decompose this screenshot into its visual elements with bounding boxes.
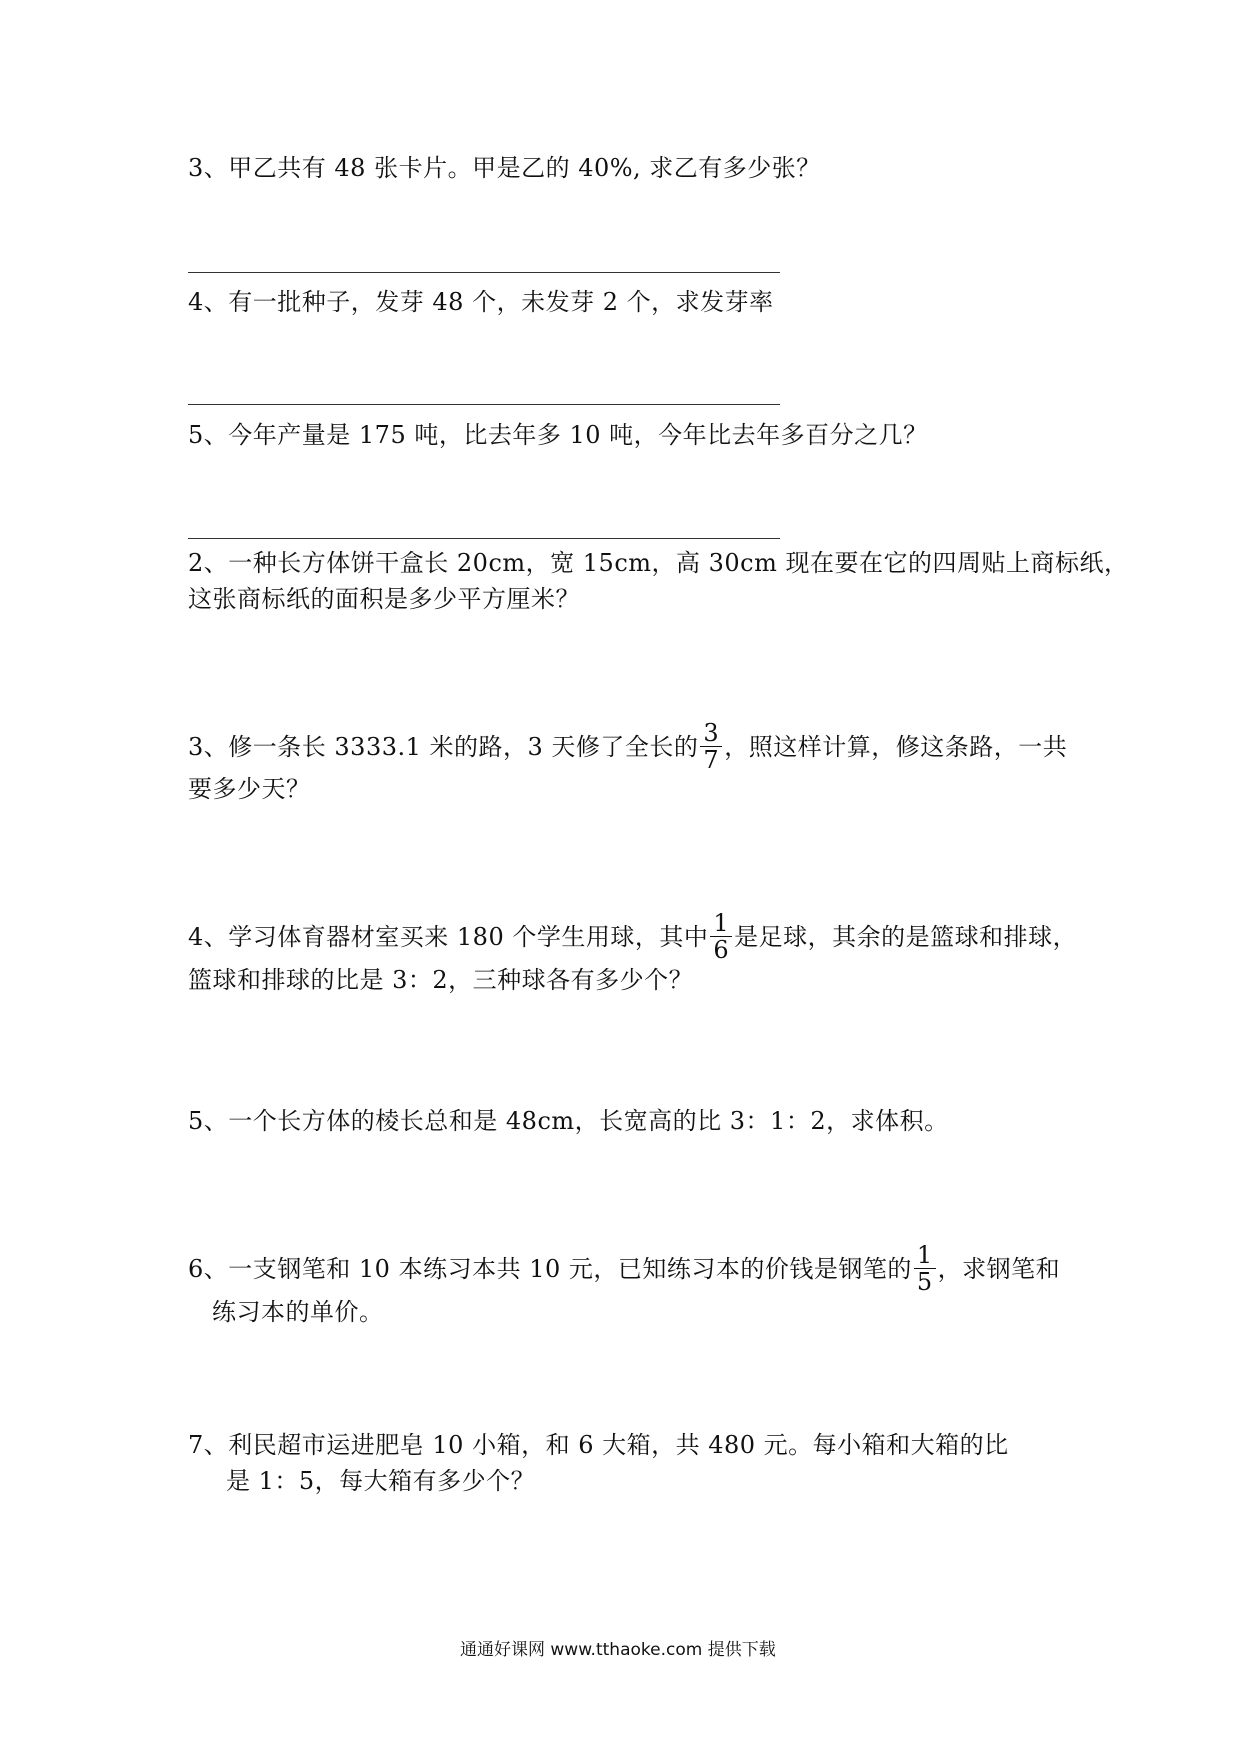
question-4-balls — [188, 909, 1078, 965]
question-number: 3、 — [188, 154, 229, 182]
question-2-line2 — [188, 584, 580, 614]
question-text: 一支钢笔和 10 本练习本共 10 元，已知练习本的价钱是钢笔的 — [228, 1255, 912, 1283]
fraction-denominator: 6 — [713, 936, 730, 964]
answer-line — [188, 538, 780, 539]
question-text: 是 1：5，每大箱有多少个？ — [226, 1467, 536, 1495]
question-3-line2 — [188, 774, 311, 804]
question-number: 6、 — [188, 1255, 229, 1283]
fraction-denominator: 7 — [703, 746, 720, 774]
answer-line — [188, 272, 780, 273]
question-7-soap — [188, 1430, 1009, 1460]
fraction — [700, 720, 722, 773]
question-number: 4、 — [188, 288, 229, 316]
question-number: 5、 — [188, 421, 229, 449]
fraction-numerator: 3 — [700, 720, 722, 747]
footer-source: 通通好课网 www.tthaoke.com 提供下载 — [460, 1640, 776, 1660]
question-text: 学习体育器材室买来 180 个学生用球，其中 — [228, 923, 709, 951]
question-6-line2 — [212, 1297, 384, 1327]
question-text: 利民超市运进肥皂 10 小箱，和 6 大箱，共 480 元。每小箱和大箱的比 — [228, 1431, 1009, 1459]
fraction — [914, 1242, 936, 1295]
question-text: 修一条长 3333.1 米的路，3 天修了全长的 — [228, 733, 699, 761]
question-5-cuboid-volume — [188, 1106, 949, 1136]
question-text: 要多少天？ — [188, 775, 311, 803]
question-number: 2、 — [188, 549, 229, 577]
question-4-line2 — [188, 965, 693, 995]
question-text: ，求钢笔和 — [937, 1255, 1061, 1283]
question-number: 7、 — [188, 1431, 229, 1459]
question-text: 一个长方体的棱长总和是 48cm，长宽高的比 3：1：2，求体积。 — [228, 1107, 949, 1135]
question-number: 5、 — [188, 1107, 229, 1135]
question-number: 3、 — [188, 733, 229, 761]
question-text: 甲乙共有 48 张卡片。甲是乙的 40%, 求乙有多少张？ — [228, 154, 821, 182]
question-text: 有一批种子，发芽 48 个，未发芽 2 个，求发芽率 — [228, 288, 774, 316]
question-2-biscuit-box — [188, 548, 1129, 578]
question-3-road — [188, 719, 1068, 775]
question-4-germination — [188, 287, 774, 317]
question-6-pen-notebook — [188, 1241, 1061, 1297]
question-text: 篮球和排球的比是 3：2，三种球各有多少个？ — [188, 966, 694, 994]
question-text: 一种长方体饼干盒长 20cm，宽 15cm，高 30cm 现在要在它的四周贴上商标纸， — [228, 549, 1129, 577]
question-7-line2 — [226, 1466, 535, 1496]
question-number: 4、 — [188, 923, 229, 951]
question-text: 练习本的单价。 — [212, 1298, 384, 1326]
fraction — [710, 910, 732, 963]
question-text: 今年产量是 175 吨，比去年多 10 吨，今年比去年多百分之几？ — [228, 421, 928, 449]
question-text: ，照这样计算，修这条路，一共 — [724, 733, 1068, 761]
question-text: 这张商标纸的面积是多少平方厘米？ — [188, 585, 580, 613]
answer-line — [188, 404, 780, 405]
question-5-output — [188, 420, 928, 450]
fraction-denominator: 5 — [916, 1268, 933, 1296]
fraction-numerator: 1 — [914, 1242, 936, 1269]
fraction-numerator: 1 — [710, 910, 732, 937]
question-text: 是足球，其余的是篮球和排球， — [734, 923, 1078, 951]
question-3-percent — [188, 153, 821, 183]
